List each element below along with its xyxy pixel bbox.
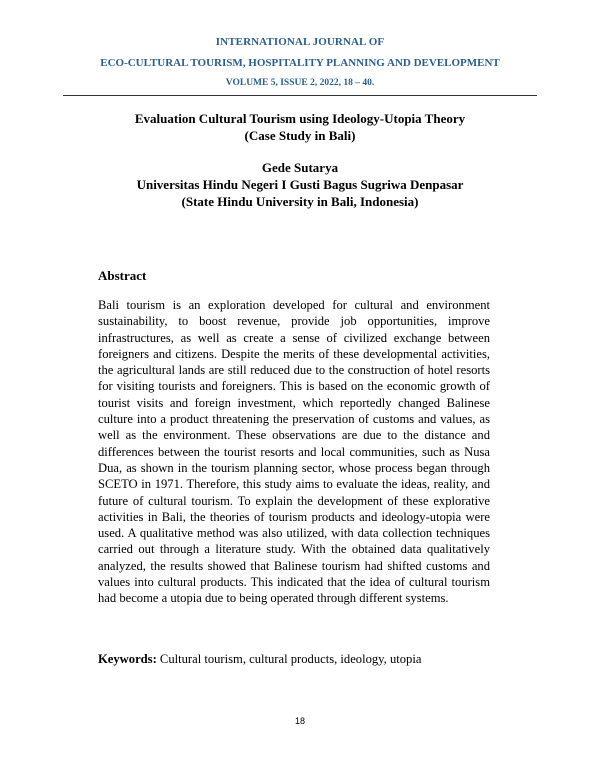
header-divider <box>63 95 537 96</box>
journal-name-line2: ECO-CULTURAL TOURISM, HOSPITALITY PLANNING AND DEVELOPMENT <box>100 57 500 69</box>
title-line1: Evaluation Cultural Tourism using Ideology-Utopia Theory <box>134 111 466 126</box>
journal-name-line1: INTERNATIONAL JOURNAL OF <box>215 36 385 48</box>
keywords-label: Keywords: <box>98 652 157 666</box>
title-line2: (Case Study in Bali) <box>244 128 356 143</box>
keywords <box>98 652 518 667</box>
journal-volume-line: VOLUME 5, ISSUE 2, 2022, 18 – 40. <box>225 78 375 88</box>
abstract-heading: Abstract <box>98 268 147 283</box>
author-block <box>0 159 600 210</box>
abstract-text: Bali tourism is an exploration developed for cultural and environment sustainability, to boost revenue, provide job opportunities, improve infrastructures, as well as create a sense of civilized exchange between foreigners and citizens. Despite the merits of these developmental activities, the agricultural lands are still reduced due to the construction of hotel resorts for visiting tourists and foreigners. This is based on the economic growth of tourist visits and foreign investment, which reportedly changed Balinese culture into a product threatening the preservation of customs and values, as well as the environment. These observations are due to the distance and differences between the tourist resorts and local communities, such as Nusa Dua, as shown in the tourism planning sector, whose process began through SCETO in 1971. Therefore, this study aims to evaluate the ideas, reality, and future of cultural tourism. To explain the development of these explorative activities in Bali, the theories of tourism products and ideology-utopia were used. A qualitative method was also utilized, with data collection techniques carried out through a literature study. With the obtained data qualitatively analyzed, the results showed that Balinese tourism had shifted customs and values into cultural products. This indicated that the idea of cultural tourism had become a utopia due to being operated through different systems. <box>98 298 490 606</box>
paper-title <box>0 110 600 144</box>
page-number: 18 <box>294 716 305 726</box>
keywords-text: Cultural tourism, cultural products, ideology, utopia <box>159 652 422 666</box>
author-name: Gede Sutarya <box>261 160 339 175</box>
author-affiliation: Universitas Hindu Negeri I Gusti Bagus Sugriwa Denpasar <box>136 177 464 192</box>
author-affiliation-english: (State Hindu University in Bali, Indonesia) <box>181 194 419 209</box>
